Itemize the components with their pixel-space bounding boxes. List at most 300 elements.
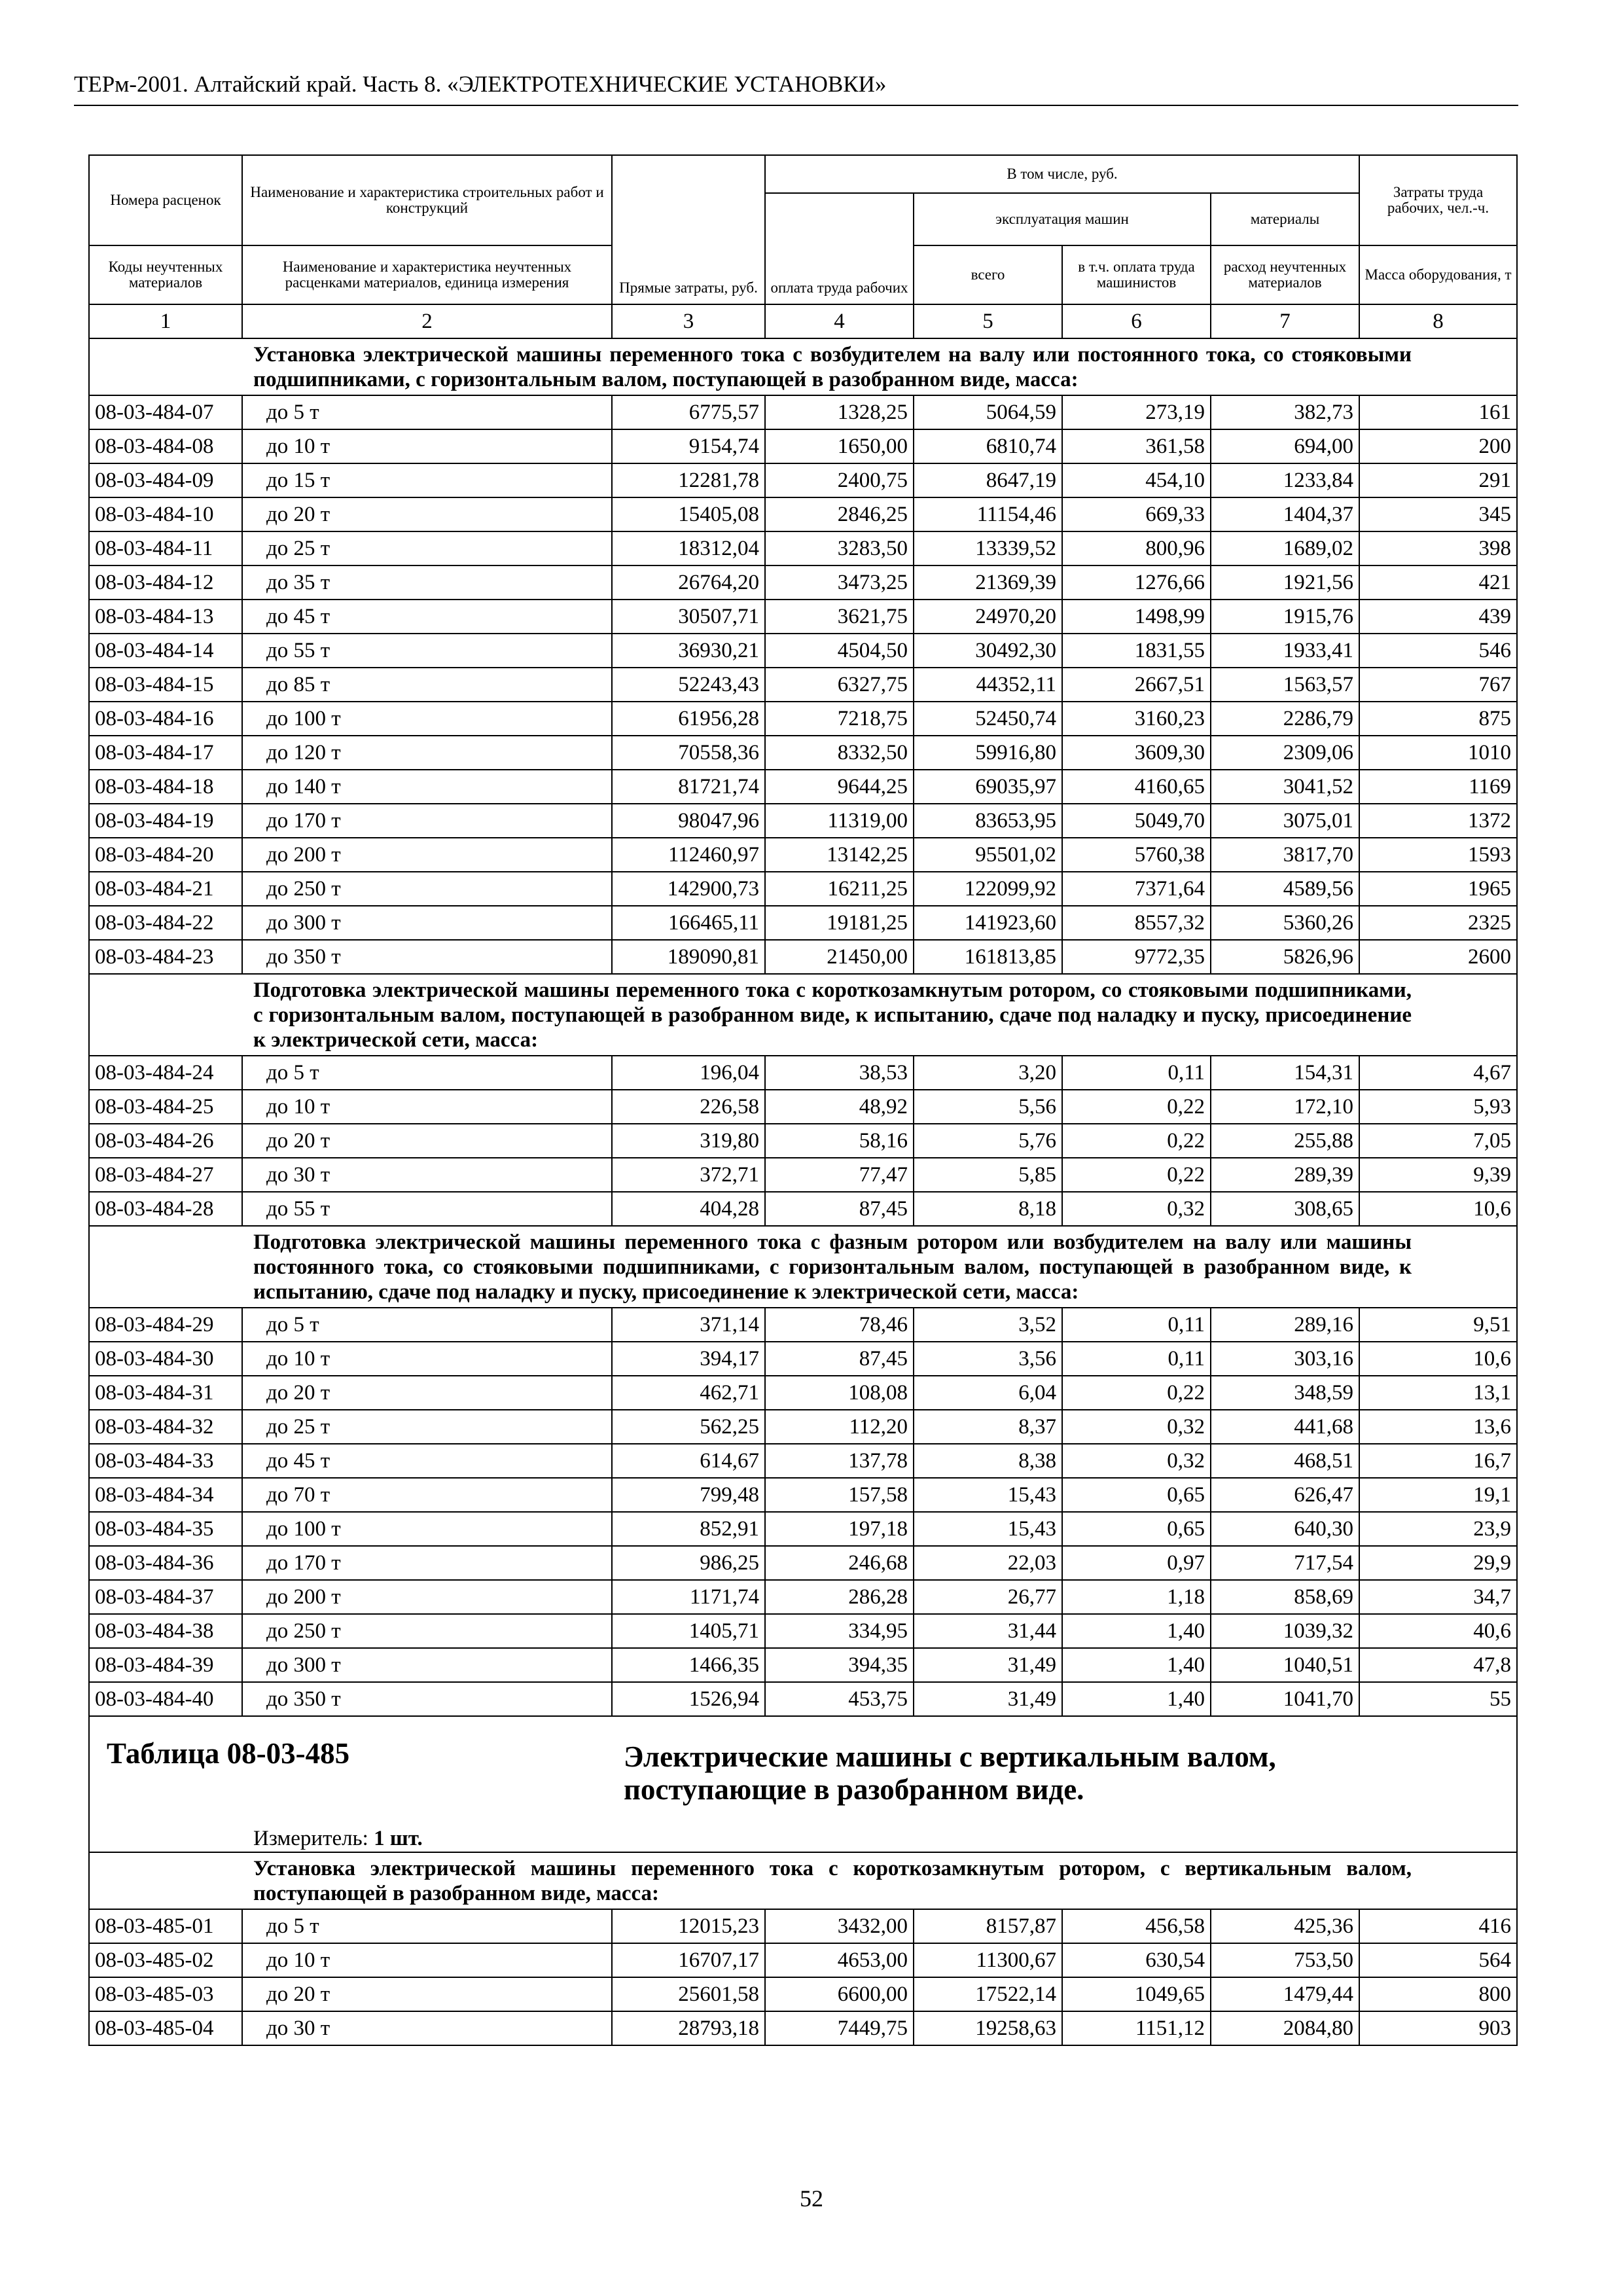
table-row xyxy=(89,1158,1517,1192)
rate-code-cell: 08-03-484-25 xyxy=(89,1090,242,1124)
header-work-name: Наименование и характеристика строительных работ и конструкций xyxy=(242,155,612,245)
rate-code-cell: 08-03-484-14 xyxy=(89,634,242,668)
item-name-cell: до 25 т xyxy=(242,1410,612,1444)
rate-code-cell: 08-03-484-28 xyxy=(89,1192,242,1226)
labor-pay-cell: 13142,25 xyxy=(765,838,914,872)
column-number: 3 xyxy=(612,304,765,338)
labor-pay-cell: 9644,25 xyxy=(765,770,914,804)
labor-pay-cell: 2846,25 xyxy=(765,497,914,531)
item-name-cell: до 10 т xyxy=(242,429,612,463)
labor-pay-cell: 246,68 xyxy=(765,1546,914,1580)
machine-total-cell: 11300,67 xyxy=(914,1943,1062,1977)
labor-pay-cell: 87,45 xyxy=(765,1342,914,1376)
materials-cell: 289,16 xyxy=(1211,1308,1359,1342)
labor-pay-cell: 6327,75 xyxy=(765,668,914,702)
column-number: 1 xyxy=(89,304,242,338)
rate-code-cell: 08-03-484-22 xyxy=(89,906,242,940)
machinist-pay-cell: 1049,65 xyxy=(1062,1977,1211,2011)
table-row xyxy=(89,634,1517,668)
rate-code-cell: 08-03-484-21 xyxy=(89,872,242,906)
column-number: 2 xyxy=(242,304,612,338)
machine-total-cell: 141923,60 xyxy=(914,906,1062,940)
machinist-pay-cell: 0,97 xyxy=(1062,1546,1211,1580)
machinist-pay-cell: 5760,38 xyxy=(1062,838,1211,872)
materials-cell: 154,31 xyxy=(1211,1056,1359,1090)
table-row xyxy=(89,1478,1517,1512)
rate-code-cell: 08-03-484-15 xyxy=(89,668,242,702)
labor-pay-cell: 38,53 xyxy=(765,1056,914,1090)
table-row xyxy=(89,1308,1517,1342)
materials-cell: 858,69 xyxy=(1211,1580,1359,1614)
header-labor-costs: Затраты труда рабочих, чел.-ч. xyxy=(1359,155,1517,245)
machine-total-cell: 6,04 xyxy=(914,1376,1062,1410)
machine-total-cell: 122099,92 xyxy=(914,872,1062,906)
materials-cell: 441,68 xyxy=(1211,1410,1359,1444)
labor-hours-cell: 767 xyxy=(1359,668,1517,702)
rate-code-cell: 08-03-484-08 xyxy=(89,429,242,463)
item-name-cell: до 120 т xyxy=(242,736,612,770)
machine-total-cell: 161813,85 xyxy=(914,940,1062,974)
item-name-cell: до 200 т xyxy=(242,1580,612,1614)
labor-hours-cell: 2600 xyxy=(1359,940,1517,974)
machinist-pay-cell: 456,58 xyxy=(1062,1909,1211,1943)
item-name-cell: до 70 т xyxy=(242,1478,612,1512)
labor-hours-cell: 1372 xyxy=(1359,804,1517,838)
machine-total-cell: 3,20 xyxy=(914,1056,1062,1090)
materials-cell: 2286,79 xyxy=(1211,702,1359,736)
machinist-pay-cell: 800,96 xyxy=(1062,531,1211,565)
machine-total-cell: 8157,87 xyxy=(914,1909,1062,1943)
direct-costs-cell: 852,91 xyxy=(612,1512,765,1546)
machine-total-cell: 24970,20 xyxy=(914,600,1062,634)
labor-hours-cell: 439 xyxy=(1359,600,1517,634)
labor-pay-cell: 7449,75 xyxy=(765,2011,914,2045)
machinist-pay-cell: 0,65 xyxy=(1062,1512,1211,1546)
rate-code-cell: 08-03-484-31 xyxy=(89,1376,242,1410)
labor-pay-cell: 453,75 xyxy=(765,1682,914,1716)
direct-costs-cell: 189090,81 xyxy=(612,940,765,974)
machinist-pay-cell: 3160,23 xyxy=(1062,702,1211,736)
item-name-cell: до 140 т xyxy=(242,770,612,804)
rates-table xyxy=(88,154,1518,2046)
table-number: Таблица 08-03-485 xyxy=(107,1737,350,1770)
item-name-cell: до 5 т xyxy=(242,1909,612,1943)
machinist-pay-cell: 1831,55 xyxy=(1062,634,1211,668)
item-name-cell: до 170 т xyxy=(242,1546,612,1580)
machine-total-cell: 17522,14 xyxy=(914,1977,1062,2011)
materials-cell: 425,36 xyxy=(1211,1909,1359,1943)
table-row xyxy=(89,872,1517,906)
table-title-row xyxy=(89,1716,1517,1852)
labor-hours-cell: 13,6 xyxy=(1359,1410,1517,1444)
materials-cell: 172,10 xyxy=(1211,1090,1359,1124)
labor-pay-cell: 19181,25 xyxy=(765,906,914,940)
table-row xyxy=(89,1056,1517,1090)
rate-code-cell: 08-03-484-13 xyxy=(89,600,242,634)
machinist-pay-cell: 0,65 xyxy=(1062,1478,1211,1512)
header-total: всего xyxy=(914,245,1062,304)
materials-cell: 468,51 xyxy=(1211,1444,1359,1478)
materials-cell: 348,59 xyxy=(1211,1376,1359,1410)
direct-costs-cell: 142900,73 xyxy=(612,872,765,906)
machinist-pay-cell: 1,40 xyxy=(1062,1614,1211,1648)
direct-costs-cell: 16707,17 xyxy=(612,1943,765,1977)
item-name-cell: до 15 т xyxy=(242,463,612,497)
item-name-cell: до 250 т xyxy=(242,1614,612,1648)
materials-cell: 5826,96 xyxy=(1211,940,1359,974)
table-title: Электрические машины с вертикальным валом, поступающие в разобранном виде. xyxy=(624,1740,1276,1806)
labor-hours-cell: 19,1 xyxy=(1359,1478,1517,1512)
machinist-pay-cell: 361,58 xyxy=(1062,429,1211,463)
table-row xyxy=(89,2011,1517,2045)
labor-hours-cell: 398 xyxy=(1359,531,1517,565)
direct-costs-cell: 70558,36 xyxy=(612,736,765,770)
rate-code-cell: 08-03-484-32 xyxy=(89,1410,242,1444)
direct-costs-cell: 61956,28 xyxy=(612,702,765,736)
labor-hours-cell: 903 xyxy=(1359,2011,1517,2045)
materials-cell: 3817,70 xyxy=(1211,838,1359,872)
materials-cell: 1041,70 xyxy=(1211,1682,1359,1716)
table-row xyxy=(89,1444,1517,1478)
machine-total-cell: 95501,02 xyxy=(914,838,1062,872)
header-direct-costs: Прямые затраты, руб. xyxy=(612,155,765,304)
table-row xyxy=(89,565,1517,600)
labor-hours-cell: 291 xyxy=(1359,463,1517,497)
header-material-name: Наименование и характеристика неучтенных расценками материалов, единица измерения xyxy=(242,245,612,304)
labor-hours-cell: 10,6 xyxy=(1359,1342,1517,1376)
measure-value: 1 шт. xyxy=(374,1827,423,1850)
item-name-cell: до 300 т xyxy=(242,1648,612,1682)
machine-total-cell: 83653,95 xyxy=(914,804,1062,838)
labor-hours-cell: 23,9 xyxy=(1359,1512,1517,1546)
machine-total-cell: 31,44 xyxy=(914,1614,1062,1648)
materials-cell: 255,88 xyxy=(1211,1124,1359,1158)
materials-cell: 2309,06 xyxy=(1211,736,1359,770)
materials-cell: 694,00 xyxy=(1211,429,1359,463)
measure-label: Измеритель: xyxy=(253,1827,368,1850)
direct-costs-cell: 98047,96 xyxy=(612,804,765,838)
section-heading: Подготовка электрической машины переменного тока с короткозамкнутым ротором, со стояковыми подшипниками, с горизонтальным валом, поступающей в разобранном виде, к испытанию, сдаче под наладку и пуску, присоединение к электрической сети, масса: xyxy=(89,974,1517,1056)
direct-costs-cell: 1405,71 xyxy=(612,1614,765,1648)
section-heading: Подготовка электрической машины переменного тока с фазным ротором или возбудителем на валу или машины постоянного тока, со стояковыми подшипниками, с горизонтальным валом, поступающей в разобранном виде, к испытанию, сдаче под наладку и пуску, присоединение к электрической сети, масса: xyxy=(89,1226,1517,1308)
labor-pay-cell: 1650,00 xyxy=(765,429,914,463)
machinist-pay-cell: 0,22 xyxy=(1062,1090,1211,1124)
item-name-cell: до 350 т xyxy=(242,940,612,974)
labor-pay-cell: 2400,75 xyxy=(765,463,914,497)
labor-hours-cell: 345 xyxy=(1359,497,1517,531)
section-heading: Установка электрической машины переменного тока с возбудителем на валу или постоянного тока, со стояковыми подшипниками, с горизонтальным валом, поступающей в разобранном виде, масса: xyxy=(89,338,1517,395)
direct-costs-cell: 166465,11 xyxy=(612,906,765,940)
machinist-pay-cell: 0,32 xyxy=(1062,1410,1211,1444)
labor-pay-cell: 137,78 xyxy=(765,1444,914,1478)
labor-pay-cell: 8332,50 xyxy=(765,736,914,770)
item-name-cell: до 170 т xyxy=(242,804,612,838)
materials-cell: 1233,84 xyxy=(1211,463,1359,497)
header-labor-pay: оплата труда рабочих xyxy=(765,193,914,304)
table-row xyxy=(89,531,1517,565)
machinist-pay-cell: 0,22 xyxy=(1062,1124,1211,1158)
rate-code-cell: 08-03-484-11 xyxy=(89,531,242,565)
table-row xyxy=(89,395,1517,429)
header-rate-numbers: Номера расценок xyxy=(89,155,242,245)
labor-pay-cell: 48,92 xyxy=(765,1090,914,1124)
table-row xyxy=(89,770,1517,804)
labor-hours-cell: 1169 xyxy=(1359,770,1517,804)
labor-hours-cell: 1593 xyxy=(1359,838,1517,872)
materials-cell: 382,73 xyxy=(1211,395,1359,429)
labor-pay-cell: 112,20 xyxy=(765,1410,914,1444)
machinist-pay-cell: 4160,65 xyxy=(1062,770,1211,804)
labor-pay-cell: 7218,75 xyxy=(765,702,914,736)
machine-total-cell: 5064,59 xyxy=(914,395,1062,429)
column-number: 5 xyxy=(914,304,1062,338)
machinist-pay-cell: 0,22 xyxy=(1062,1158,1211,1192)
item-name-cell: до 100 т xyxy=(242,702,612,736)
machinist-pay-cell: 0,22 xyxy=(1062,1376,1211,1410)
labor-hours-cell: 800 xyxy=(1359,1977,1517,2011)
rate-code-cell: 08-03-484-24 xyxy=(89,1056,242,1090)
labor-pay-cell: 77,47 xyxy=(765,1158,914,1192)
direct-costs-cell: 614,67 xyxy=(612,1444,765,1478)
materials-cell: 753,50 xyxy=(1211,1943,1359,1977)
table-row xyxy=(89,1410,1517,1444)
materials-cell: 1404,37 xyxy=(1211,497,1359,531)
machinist-pay-cell: 9772,35 xyxy=(1062,940,1211,974)
direct-costs-cell: 28793,18 xyxy=(612,2011,765,2045)
item-name-cell: до 35 т xyxy=(242,565,612,600)
direct-costs-cell: 1171,74 xyxy=(612,1580,765,1614)
header-machine-operation: эксплуатация машин xyxy=(914,193,1211,245)
labor-hours-cell: 421 xyxy=(1359,565,1517,600)
item-name-cell: до 350 т xyxy=(242,1682,612,1716)
item-name-cell: до 5 т xyxy=(242,1308,612,1342)
labor-pay-cell: 334,95 xyxy=(765,1614,914,1648)
rate-code-cell: 08-03-484-35 xyxy=(89,1512,242,1546)
rate-code-cell: 08-03-484-16 xyxy=(89,702,242,736)
item-name-cell: до 20 т xyxy=(242,1124,612,1158)
machinist-pay-cell: 3609,30 xyxy=(1062,736,1211,770)
materials-cell: 3041,52 xyxy=(1211,770,1359,804)
table-row xyxy=(89,1614,1517,1648)
table-row xyxy=(89,1943,1517,1977)
machine-total-cell: 15,43 xyxy=(914,1478,1062,1512)
materials-cell: 1563,57 xyxy=(1211,668,1359,702)
item-name-cell: до 200 т xyxy=(242,838,612,872)
labor-hours-cell: 4,67 xyxy=(1359,1056,1517,1090)
labor-hours-cell: 47,8 xyxy=(1359,1648,1517,1682)
machinist-pay-cell: 0,32 xyxy=(1062,1192,1211,1226)
machinist-pay-cell: 5049,70 xyxy=(1062,804,1211,838)
labor-pay-cell: 21450,00 xyxy=(765,940,914,974)
table-title-block xyxy=(89,1716,1517,1852)
table-row xyxy=(89,600,1517,634)
item-name-cell: до 100 т xyxy=(242,1512,612,1546)
table-row xyxy=(89,1580,1517,1614)
direct-costs-cell: 319,80 xyxy=(612,1124,765,1158)
table-row xyxy=(89,736,1517,770)
materials-cell: 5360,26 xyxy=(1211,906,1359,940)
column-number-row xyxy=(89,304,1517,338)
machinist-pay-cell: 1,40 xyxy=(1062,1648,1211,1682)
materials-cell: 289,39 xyxy=(1211,1158,1359,1192)
labor-hours-cell: 10,6 xyxy=(1359,1192,1517,1226)
labor-pay-cell: 87,45 xyxy=(765,1192,914,1226)
rate-code-cell: 08-03-484-20 xyxy=(89,838,242,872)
rate-code-cell: 08-03-484-23 xyxy=(89,940,242,974)
header-incl-machinist-pay: в т.ч. оплата труда машинистов xyxy=(1062,245,1211,304)
labor-hours-cell: 1965 xyxy=(1359,872,1517,906)
machinist-pay-cell: 8557,32 xyxy=(1062,906,1211,940)
machine-total-cell: 21369,39 xyxy=(914,565,1062,600)
rate-code-cell: 08-03-484-38 xyxy=(89,1614,242,1648)
item-name-cell: до 25 т xyxy=(242,531,612,565)
rate-code-cell: 08-03-485-02 xyxy=(89,1943,242,1977)
rate-code-cell: 08-03-484-29 xyxy=(89,1308,242,1342)
rate-code-cell: 08-03-484-30 xyxy=(89,1342,242,1376)
column-number: 4 xyxy=(765,304,914,338)
table-row xyxy=(89,1342,1517,1376)
section-heading-row xyxy=(89,1226,1517,1308)
machine-total-cell: 59916,80 xyxy=(914,736,1062,770)
machine-total-cell: 19258,63 xyxy=(914,2011,1062,2045)
machine-total-cell: 5,85 xyxy=(914,1158,1062,1192)
rate-code-cell: 08-03-485-03 xyxy=(89,1977,242,2011)
table-row xyxy=(89,1124,1517,1158)
rate-code-cell: 08-03-484-09 xyxy=(89,463,242,497)
direct-costs-cell: 25601,58 xyxy=(612,1977,765,2011)
materials-cell: 1689,02 xyxy=(1211,531,1359,565)
machine-total-cell: 31,49 xyxy=(914,1648,1062,1682)
machinist-pay-cell: 0,11 xyxy=(1062,1056,1211,1090)
labor-hours-cell: 34,7 xyxy=(1359,1580,1517,1614)
machinist-pay-cell: 1,40 xyxy=(1062,1682,1211,1716)
table-row xyxy=(89,1090,1517,1124)
rate-code-cell: 08-03-484-19 xyxy=(89,804,242,838)
labor-pay-cell: 197,18 xyxy=(765,1512,914,1546)
machine-total-cell: 8,37 xyxy=(914,1410,1062,1444)
direct-costs-cell: 18312,04 xyxy=(612,531,765,565)
rate-code-cell: 08-03-484-26 xyxy=(89,1124,242,1158)
machine-total-cell: 13339,52 xyxy=(914,531,1062,565)
machinist-pay-cell: 630,54 xyxy=(1062,1943,1211,1977)
direct-costs-cell: 12281,78 xyxy=(612,463,765,497)
direct-costs-cell: 81721,74 xyxy=(612,770,765,804)
machinist-pay-cell: 0,11 xyxy=(1062,1342,1211,1376)
labor-pay-cell: 16211,25 xyxy=(765,872,914,906)
table-row xyxy=(89,1376,1517,1410)
item-name-cell: до 55 т xyxy=(242,1192,612,1226)
table-row xyxy=(89,429,1517,463)
labor-hours-cell: 416 xyxy=(1359,1909,1517,1943)
labor-hours-cell: 546 xyxy=(1359,634,1517,668)
labor-hours-cell: 40,6 xyxy=(1359,1614,1517,1648)
item-name-cell: до 5 т xyxy=(242,395,612,429)
machine-total-cell: 52450,74 xyxy=(914,702,1062,736)
column-number: 7 xyxy=(1211,304,1359,338)
materials-cell: 1933,41 xyxy=(1211,634,1359,668)
labor-pay-cell: 108,08 xyxy=(765,1376,914,1410)
materials-cell: 640,30 xyxy=(1211,1512,1359,1546)
item-name-cell: до 300 т xyxy=(242,906,612,940)
direct-costs-cell: 562,25 xyxy=(612,1410,765,1444)
labor-pay-cell: 3283,50 xyxy=(765,531,914,565)
direct-costs-cell: 112460,97 xyxy=(612,838,765,872)
labor-hours-cell: 9,51 xyxy=(1359,1308,1517,1342)
table-row xyxy=(89,838,1517,872)
labor-pay-cell: 3621,75 xyxy=(765,600,914,634)
direct-costs-cell: 6775,57 xyxy=(612,395,765,429)
table-row xyxy=(89,1546,1517,1580)
section-heading-row xyxy=(89,1852,1517,1909)
direct-costs-cell: 12015,23 xyxy=(612,1909,765,1943)
machine-total-cell: 11154,46 xyxy=(914,497,1062,531)
labor-hours-cell: 161 xyxy=(1359,395,1517,429)
labor-hours-cell: 9,39 xyxy=(1359,1158,1517,1192)
machinist-pay-cell: 0,11 xyxy=(1062,1308,1211,1342)
table-row xyxy=(89,1682,1517,1716)
machine-total-cell: 8,38 xyxy=(914,1444,1062,1478)
table-row xyxy=(89,804,1517,838)
direct-costs-cell: 30507,71 xyxy=(612,600,765,634)
machine-total-cell: 31,49 xyxy=(914,1682,1062,1716)
direct-costs-cell: 404,28 xyxy=(612,1192,765,1226)
machinist-pay-cell: 0,32 xyxy=(1062,1444,1211,1478)
direct-costs-cell: 371,14 xyxy=(612,1308,765,1342)
table-row xyxy=(89,702,1517,736)
materials-cell: 1479,44 xyxy=(1211,1977,1359,2011)
rate-code-cell: 08-03-484-37 xyxy=(89,1580,242,1614)
machinist-pay-cell: 1,18 xyxy=(1062,1580,1211,1614)
labor-pay-cell: 286,28 xyxy=(765,1580,914,1614)
labor-pay-cell: 3473,25 xyxy=(765,565,914,600)
rate-code-cell: 08-03-484-39 xyxy=(89,1648,242,1682)
machine-total-cell: 3,52 xyxy=(914,1308,1062,1342)
materials-cell: 717,54 xyxy=(1211,1546,1359,1580)
direct-costs-cell: 1526,94 xyxy=(612,1682,765,1716)
direct-costs-cell: 52243,43 xyxy=(612,668,765,702)
item-name-cell: до 45 т xyxy=(242,1444,612,1478)
materials-cell: 1040,51 xyxy=(1211,1648,1359,1682)
materials-cell: 1921,56 xyxy=(1211,565,1359,600)
materials-cell: 626,47 xyxy=(1211,1478,1359,1512)
machine-total-cell: 30492,30 xyxy=(914,634,1062,668)
machinist-pay-cell: 1276,66 xyxy=(1062,565,1211,600)
machinist-pay-cell: 1498,99 xyxy=(1062,600,1211,634)
labor-pay-cell: 157,58 xyxy=(765,1478,914,1512)
direct-costs-cell: 9154,74 xyxy=(612,429,765,463)
labor-pay-cell: 11319,00 xyxy=(765,804,914,838)
item-name-cell: до 20 т xyxy=(242,1376,612,1410)
header-including: В том числе, руб. xyxy=(765,155,1359,193)
machine-total-cell: 44352,11 xyxy=(914,668,1062,702)
materials-cell: 308,65 xyxy=(1211,1192,1359,1226)
table-row xyxy=(89,940,1517,974)
direct-costs-cell: 986,25 xyxy=(612,1546,765,1580)
machine-total-cell: 8,18 xyxy=(914,1192,1062,1226)
item-name-cell: до 55 т xyxy=(242,634,612,668)
table-row xyxy=(89,1909,1517,1943)
machinist-pay-cell: 1151,12 xyxy=(1062,2011,1211,2045)
materials-cell: 1039,32 xyxy=(1211,1614,1359,1648)
materials-cell: 1915,76 xyxy=(1211,600,1359,634)
labor-hours-cell: 55 xyxy=(1359,1682,1517,1716)
section-heading: Установка электрической машины переменного тока с короткозамкнутым ротором, с вертикальным валом, поступающей в разобранном виде, масса: xyxy=(89,1852,1517,1909)
materials-cell: 3075,01 xyxy=(1211,804,1359,838)
header-material-consumption: расход неучтенных материалов xyxy=(1211,245,1359,304)
table-row xyxy=(89,906,1517,940)
rate-code-cell: 08-03-484-40 xyxy=(89,1682,242,1716)
rate-code-cell: 08-03-485-04 xyxy=(89,2011,242,2045)
